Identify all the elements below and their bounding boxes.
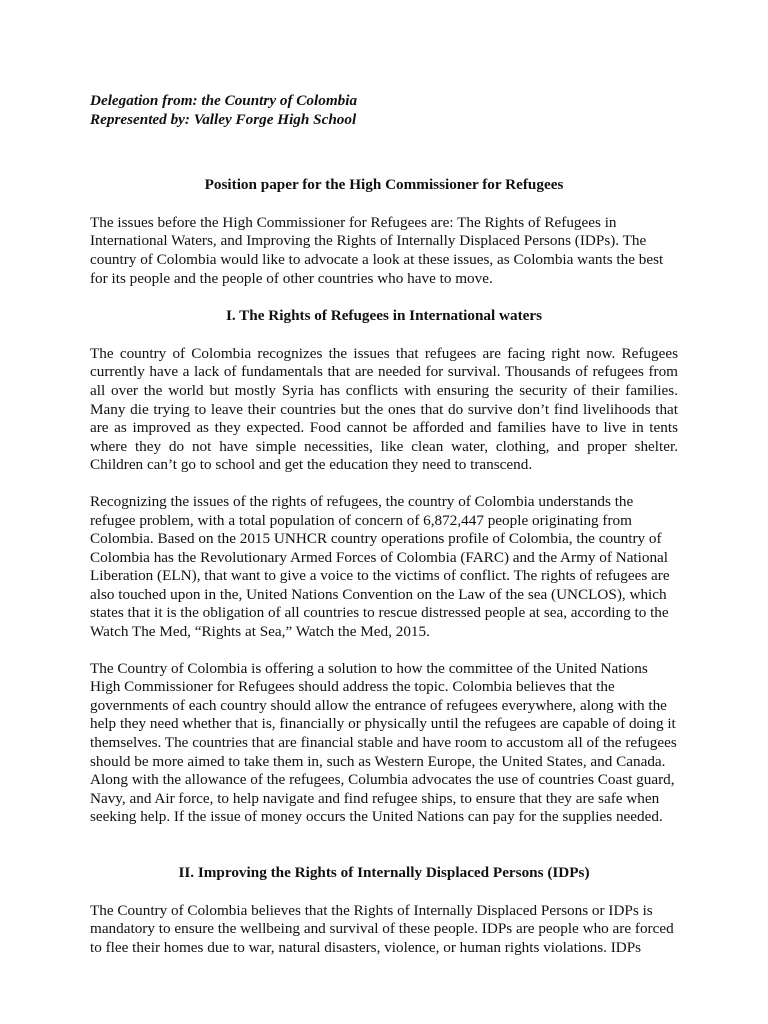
section-2-paragraph-1: The Country of Colombia believes that the Rights of Internally Displaced Persons or IDPs is mandatory to ensure the wellbeing and survival of these people. IDPs are people who are forced to flee their homes due to war, natural disasters, violence, or human rights violations. IDPs [90, 901, 674, 956]
delegation-line: Delegation from: the Country of Colombia [90, 92, 358, 109]
section-1-paragraph-1: The country of Colombia recognizes the issues that refugees are facing right now. Refugees currently have a lack of fundamentals that are needed for survival. Thousands of refugees from all over the world but mostly Syria has conflicts with ensuring the security of their families. Many die trying to leave their countries but the ones that do survive don’t find livelihoods that are as improved as they expected. Food cannot be afforded and families have to live in tents where they do not have simple necessities, like clean water, clothing, and proper shelter. Children can’t go to school and get the education they need to transcend. [90, 344, 678, 474]
section-heading-1: I. The Rights of Refugees in International waters [225, 307, 543, 325]
section-1-paragraph-2: Recognizing the issues of the rights of refugees, the country of Colombia understands the refugee problem, with a total population of concern of 6,872,447 people originating from Colombia. Based on the 2015 UNHCR country operations profile of Colombia, the country of Colombia has the Revolutionary Armed Forces of Colombia (FARC) and the Army of National Liberation (ELN), that want to give a voice to the victims of conflict. The rights of refugees are also touched upon in the, United Nations Convention on the Law of the sea (UNCLOS), which states that it is the obligation of all countries to rescue distressed people at sea, according to the Watch The Med, “Rights at Sea,” Watch the Med, 2015. [90, 492, 670, 641]
represented-by-line: Represented by: Valley Forge High School [90, 110, 357, 128]
section-1-paragraph-3: The Country of Colombia is offering a solution to how the committee of the United Nations High Commissioner for Refugees should address the topic. Colombia believes that the governments of each country should allow the entrance of refugees everywhere, along with the help they need whether that is, financially or physically until the refugees are capable of doing it themselves. The countries that are financial stable and have room to accustom all of the refugees should be more aimed to take them in, such as Western Europe, the United States, and Canada. Along with the allowance of the refugees, Columbia advocates the use of countries Coast guard, Navy, and Air force, to help navigate and find refugee ships, to ensure that they are safe when seeking help. If the issue of money occurs the United Nations can pay for the supplies needed. [90, 659, 677, 826]
section-heading-2: II. Improving the Rights of Internally Displaced Persons (IDPs) [178, 864, 590, 881]
intro-paragraph: The issues before the High Commissioner for Refugees are: The Rights of Refugees in International Waters, and Improving the Rights of Internally Displaced Persons (IDPs). The country of Colombia would like to advocate a look at these issues, as Colombia wants the best for its people and the people of other countries who have to move. [90, 213, 664, 287]
document-body [90, 92, 678, 957]
document-title: Position paper for the High Commissioner for Refugees [204, 176, 564, 194]
